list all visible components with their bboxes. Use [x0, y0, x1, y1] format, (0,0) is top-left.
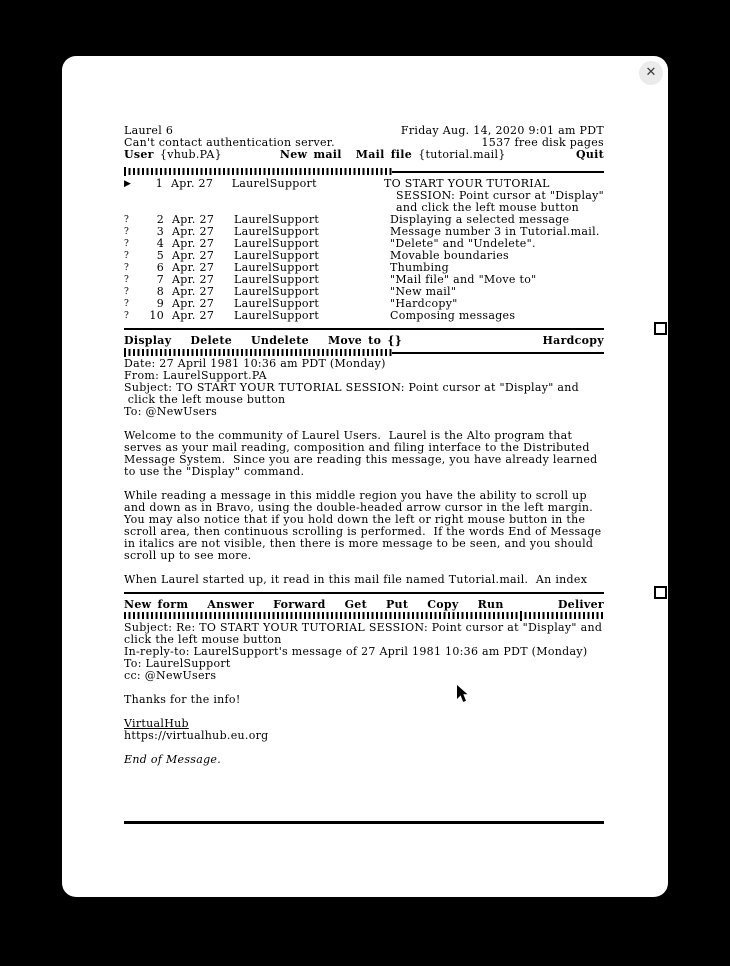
unread-marker: ? [124, 239, 130, 249]
message-number: 1 [155, 177, 164, 190]
message-header-line: Subject: TO START YOUR TUTORIAL SESSION: Point cursor at "Display" and [124, 381, 579, 394]
menu-run[interactable]: Run [477, 598, 504, 611]
mouse-cursor-icon [456, 685, 470, 711]
menu-new-mail[interactable]: New mail [279, 148, 342, 161]
unread-marker: ? [124, 311, 130, 321]
message-header-line: click the left mouse button [124, 393, 286, 406]
message-paragraph: When Laurel started up, it read in this mail file named Tutorial.mail. An index [124, 573, 588, 586]
message-view [124, 358, 604, 586]
message-sender: LaurelSupport [234, 285, 320, 298]
menu-user-value: {vhub.PA} [159, 148, 222, 161]
bottom-rule [124, 821, 604, 824]
compose-body-text: Thanks for the info! [124, 693, 241, 706]
message-number: 10 [149, 309, 164, 322]
message-header-line: From: LaurelSupport.PA [124, 369, 267, 382]
message-date: Apr. 27 [172, 273, 215, 286]
app-title: Laurel 6 [124, 124, 174, 137]
scrollbar-position-marker [520, 611, 522, 621]
compose-header-line: To: LaurelSupport [124, 657, 231, 670]
menu-user-label: User [124, 148, 154, 161]
menu-forward[interactable]: Forward [273, 598, 326, 611]
menu-mail-file[interactable] [356, 149, 506, 161]
compose-header-line: cc: @NewUsers [124, 669, 217, 682]
message-sender: LaurelSupport [234, 273, 320, 286]
unread-marker: ? [124, 263, 130, 273]
message-number: 4 [156, 237, 164, 250]
menu-mail-file-label: Mail file [355, 148, 413, 161]
unread-marker: ? [124, 275, 130, 285]
message-header-line: Date: 27 April 1981 10:36 am PDT (Monday) [124, 357, 386, 370]
message-date: Apr. 27 [172, 297, 215, 310]
message-date: Apr. 27 [172, 225, 215, 238]
message-number: 6 [156, 261, 164, 274]
message-subject: Displaying a selected message [390, 213, 570, 226]
close-icon: ✕ [645, 65, 657, 80]
message-subject: "New mail" [390, 285, 457, 298]
message-subject: "Hardcopy" [390, 297, 458, 310]
message-paragraph: While reading a message in this middle region you have the ability to scroll up and down as in Bravo, using the double-headed arrow cursor in the left margin. You may also notice that if you hold down the left or right mouse button in the scroll area, then continuous scrolling is performed. If the words End of Message in italics are not visible, then there is more message to be seen, and you should scroll up to see more. [124, 489, 602, 562]
message-subject: Message number 3 in Tutorial.mail. [390, 225, 600, 238]
menu-user[interactable] [124, 149, 222, 161]
message-sender: LaurelSupport [234, 309, 320, 322]
message-number: 9 [156, 297, 164, 310]
menu-delete[interactable]: Delete [190, 334, 233, 347]
compose-command-menu [124, 599, 604, 611]
message-number: 7 [156, 273, 164, 286]
message-header-line: To: @NewUsers [124, 405, 218, 418]
message-subject: Composing messages [390, 309, 516, 322]
menu-display[interactable]: Display [124, 334, 172, 347]
message-subject: "Delete" and "Undelete". [390, 237, 536, 250]
close-button[interactable] [639, 61, 663, 85]
message-subject: TO START YOUR TUTORIAL SESSION: Point cursor at "Display" and click the left mouse button [384, 177, 605, 214]
message-sender: LaurelSupport [234, 297, 320, 310]
message-date: Apr. 27 [172, 309, 215, 322]
compose-scrollbar[interactable] [124, 611, 604, 620]
unread-marker: ? [124, 299, 130, 309]
disk-status: 1537 free disk pages [481, 136, 604, 149]
menu-answer[interactable]: Answer [207, 598, 255, 611]
header [124, 125, 604, 161]
end-of-message-marker: End of Message. [124, 753, 222, 766]
message-sender: LaurelSupport [234, 237, 320, 250]
region-boundary [124, 328, 604, 330]
laurel-window [62, 56, 668, 897]
signature-url: https://virtualhub.eu.org [124, 729, 269, 742]
compose-region[interactable] [124, 622, 604, 766]
unread-marker: ? [124, 215, 130, 225]
message-number: 8 [156, 285, 164, 298]
menu-copy[interactable]: Copy [427, 598, 459, 611]
top-menu [124, 149, 604, 161]
menu-get[interactable]: Get [344, 598, 367, 611]
compose-header-line: Subject: Re: TO START YOUR TUTORIAL SESSION: Point cursor at "Display" and [124, 621, 603, 634]
message-sender: LaurelSupport [234, 261, 320, 274]
message-scrollbar[interactable] [124, 348, 604, 357]
message-date: Apr. 27 [172, 249, 215, 262]
boundary-handle-icon[interactable] [654, 322, 667, 335]
message-date: Apr. 27 [172, 285, 215, 298]
message-date: Apr. 27 [172, 213, 215, 226]
message-sender: LaurelSupport [234, 249, 320, 262]
current-message-marker: ▶ [124, 179, 132, 189]
message-number: 3 [156, 225, 164, 238]
menu-new-form[interactable]: New form [124, 598, 189, 611]
unread-marker: ? [124, 287, 130, 297]
message-date: Apr. 27 [172, 237, 215, 250]
list-scrollbar[interactable] [124, 167, 604, 176]
message-date: Apr. 27 [172, 261, 215, 274]
table-row[interactable] [124, 178, 604, 214]
menu-mail-file-value: {tutorial.mail} [418, 148, 506, 161]
table-row[interactable] [124, 310, 604, 322]
signature-name: VirtualHub [124, 717, 189, 730]
message-number: 2 [156, 213, 164, 226]
message-list [124, 178, 604, 322]
region-boundary [124, 592, 604, 594]
datetime: Friday Aug. 14, 2020 9:01 am PDT [400, 124, 604, 137]
menu-put[interactable]: Put [385, 598, 409, 611]
message-sender: LaurelSupport [234, 213, 320, 226]
message-date: Apr. 27 [171, 177, 214, 190]
message-subject: "Mail file" and "Move to" [390, 273, 537, 286]
message-number: 5 [156, 249, 164, 262]
message-subject: Movable boundaries [390, 249, 509, 262]
boundary-handle-icon[interactable] [654, 586, 667, 599]
status-message: Can't contact authentication server. [124, 136, 335, 149]
compose-header-line: click the left mouse button [124, 633, 282, 646]
message-subject: Thumbing [390, 261, 450, 274]
message-sender: LaurelSupport [234, 225, 320, 238]
menu-move-to[interactable]: Move to {} [327, 334, 403, 347]
menu-quit[interactable]: Quit [575, 148, 604, 161]
compose-header-line: In-reply-to: LaurelSupport's message of 27 April 1981 10:36 am PDT (Monday) [124, 645, 588, 658]
unread-marker: ? [124, 227, 130, 237]
menu-hardcopy[interactable]: Hardcopy [542, 334, 604, 347]
message-command-menu [124, 335, 604, 347]
message-paragraph: Welcome to the community of Laurel Users. Laurel is the Alto program that serves as your mail reading, composition and filing interface to the Distributed Message System. Since you are reading this message, you have already learned to use the "Display" command. [124, 429, 598, 478]
message-sender: LaurelSupport [231, 177, 317, 190]
menu-undelete[interactable]: Undelete [251, 334, 309, 347]
menu-deliver[interactable]: Deliver [557, 598, 604, 611]
unread-marker: ? [124, 251, 130, 261]
